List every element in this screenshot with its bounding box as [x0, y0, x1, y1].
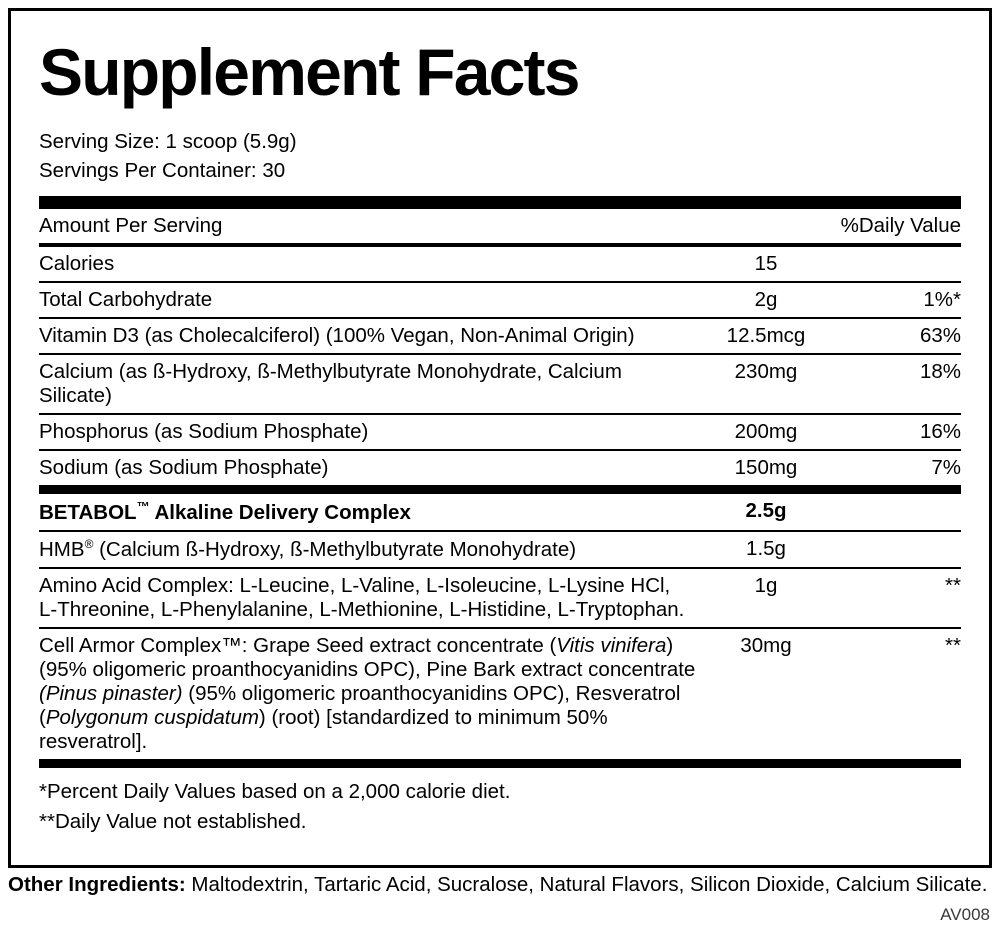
amount-per-serving-header: Amount Per Serving [39, 209, 696, 244]
table-row [39, 414, 961, 450]
hmb-description: (Calcium ß-Hydroxy, ß-Methylbutyrate Monohydrate) [93, 537, 577, 561]
table-row [39, 247, 961, 282]
cell-armor-seg-1: Cell Armor Complex™: Grape Seed extract concentrate ( [39, 633, 557, 657]
nutrient-dv: 1%* [836, 282, 961, 318]
cell-armor-complex [39, 628, 696, 759]
nutrient-amount: 230mg [696, 354, 836, 414]
table-row [39, 282, 961, 318]
nutrient-dv: 7% [931, 456, 961, 480]
nutrient-amount: 15 [696, 247, 836, 282]
cell-armor-amount: 30mg [740, 633, 792, 657]
cell-armor-line-4-open: ( [39, 705, 46, 729]
hmb-label: HMB [39, 537, 85, 561]
cell-armor-line-4-rest: ) (root) [standardized to minimum 50% resveratrol]. [39, 705, 608, 753]
nutrient-name: Phosphorus (as Sodium Phosphate) [39, 414, 696, 450]
other-ingredients-label: Other Ingredients: [8, 873, 186, 896]
nutrient-dv: 63% [836, 318, 961, 354]
servings-per-container: Servings Per Container: 30 [39, 159, 286, 183]
cell-armor-line-4 [39, 706, 696, 754]
blend-amount: 2.5g [696, 494, 836, 531]
cell-armor-seg-2: Vitis vinifera [556, 633, 667, 657]
cell-armor-line-1 [39, 634, 696, 658]
amino-acid-complex [39, 568, 696, 628]
cell-armor-line-2: (95% oligomeric proanthocyanidins OPC), Pine Bark extract concentrate [39, 657, 696, 681]
amino-dv: ** [836, 568, 961, 628]
blend-header-row [39, 494, 961, 531]
table-row [39, 531, 961, 568]
footnote-dv-not-established: **Daily Value not established. [39, 809, 307, 833]
facts-panel [8, 8, 992, 868]
table-header-row [39, 209, 961, 244]
serving-size: Serving Size: 1 scoop (5.9g) [39, 130, 297, 153]
header-spacer [696, 209, 836, 244]
cell-armor-line-4-italic: Polygonum cuspidatum [45, 705, 259, 729]
sub-nutrient-amount: 1.5g [696, 531, 836, 568]
nutrient-name: Calcium (as ß-Hydroxy, ß-Methylbutyrate Monohydrate, Calcium Silicate) [39, 354, 696, 414]
other-ingredients [8, 872, 992, 899]
nutrient-rows [39, 247, 961, 485]
nutrient-amount: 200mg [696, 414, 836, 450]
blend-dv [836, 494, 961, 531]
blend-name-rest: Alkaline Delivery Complex [149, 501, 411, 525]
table-row [39, 318, 961, 354]
cell-armor-dv: ** [945, 633, 961, 657]
blend-name-main: BETABOL [39, 501, 137, 525]
nutrient-amount: 2g [696, 282, 836, 318]
amino-amount: 1g [696, 568, 836, 628]
nutrient-amount: 150mg [734, 456, 798, 480]
amino-line-2: L-Threonine, L-Phenylalanine, L-Methionine, L-Histidine, L-Tryptophan. [39, 597, 685, 621]
table-row [39, 628, 961, 759]
nutrient-dv: 18% [836, 354, 961, 414]
nutrient-amount: 12.5mcg [696, 318, 836, 354]
blend-rows [39, 494, 961, 759]
cell-armor-line-3-italic: (Pinus pinaster) [39, 681, 183, 705]
serving-info [39, 127, 961, 185]
sub-nutrient-dv [836, 531, 961, 568]
divider-before-blend [39, 485, 961, 494]
sub-nutrient-name [39, 531, 696, 568]
nutrient-dv: 16% [836, 414, 961, 450]
footnote-percent-dv: *Percent Daily Values based on a 2,000 calorie diet. [39, 779, 511, 803]
cell-armor-line-3-rest: (95% oligomeric proanthocyanidins OPC), Resveratrol [182, 681, 681, 705]
footnotes [39, 777, 961, 836]
cell-armor-seg-3: ) [666, 633, 674, 657]
cell-armor-line-3 [39, 682, 696, 706]
registered-icon: ® [84, 537, 94, 552]
blend-name [39, 494, 696, 531]
trademark-icon: ™ [136, 499, 150, 515]
product-code: AV008 [940, 905, 990, 924]
nutrient-name: Total Carbohydrate [39, 282, 696, 318]
divider-thick-top [39, 196, 961, 209]
other-ingredients-text: Maltodextrin, Tartaric Acid, Sucralose, Natural Flavors, Silicon Dioxide, Calcium Silicate. [185, 873, 988, 896]
table-row [39, 568, 961, 628]
nutrient-name: Vitamin D3 (as Cholecalciferol) (100% Vegan, Non-Animal Origin) [39, 318, 696, 354]
nutrient-dv [836, 247, 961, 282]
nutrient-name: Calories [39, 247, 696, 282]
amino-line-1: Amino Acid Complex: L-Leucine, L-Valine, L-Isoleucine, L-Lysine HCl, [39, 573, 671, 597]
page-title: Supplement Facts [39, 35, 579, 109]
table-row [39, 354, 961, 414]
table-row [39, 450, 961, 485]
divider-before-footnotes [39, 759, 961, 768]
daily-value-header: %Daily Value [836, 209, 961, 244]
nutrition-table [39, 209, 961, 245]
nutrient-name: Sodium (as Sodium Phosphate) [39, 456, 329, 480]
